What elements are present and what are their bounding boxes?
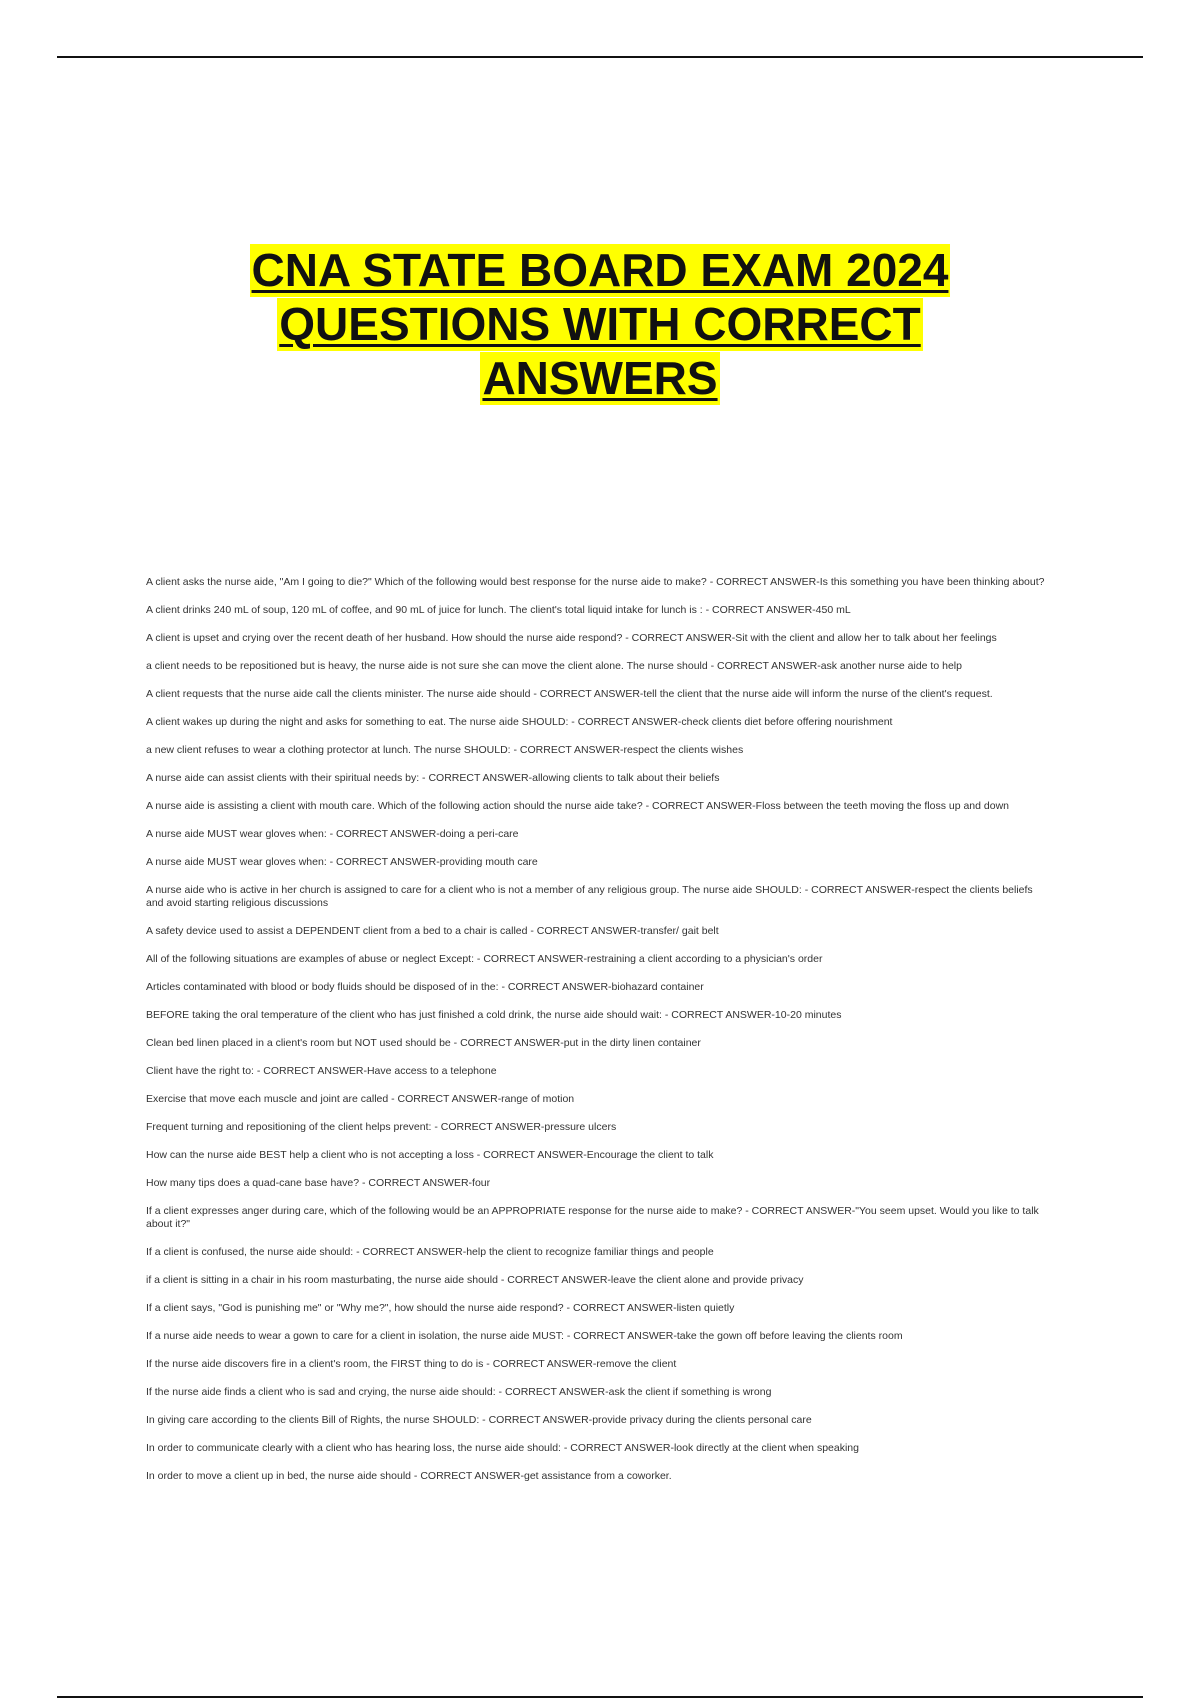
qa-item: If a client is confused, the nurse aide should: - CORRECT ANSWER-help the client to recognize familiar things and people: [146, 1246, 714, 1258]
qa-item: if a client is sitting in a chair in his room masturbating, the nurse aide should - CORRECT ANSWER-leave the client alone and provide privacy: [146, 1274, 804, 1286]
qa-item: a client needs to be repositioned but is heavy, the nurse aide is not sure she can move the client alone. The nurse should - CORRECT ANSWER-ask another nurse aide to help: [146, 660, 962, 672]
qa-item: BEFORE taking the oral temperature of the client who has just finished a cold drink, the nurse aide should wait: - CORRECT ANSWER-10-20 minutes: [146, 1009, 842, 1021]
qa-item: Articles contaminated with blood or body fluids should be disposed of in the: - CORRECT ANSWER-biohazard container: [146, 981, 704, 993]
qa-item: Client have the right to: - CORRECT ANSWER-Have access to a telephone: [146, 1065, 497, 1077]
qa-item: A safety device used to assist a DEPENDENT client from a bed to a chair is called - CORRECT ANSWER-transfer/ gait belt: [146, 925, 719, 937]
qa-item: A nurse aide who is active in her church is assigned to care for a client who is not a member of any religious group. The nurse aide SHOULD: - CORRECT ANSWER-respect the clients beliefs and avoid starting religious discussions: [146, 884, 1033, 909]
title-line-2: QUESTIONS WITH CORRECT: [279, 298, 921, 350]
qa-item: Exercise that move each muscle and joint are called - CORRECT ANSWER-range of motion: [146, 1093, 575, 1105]
qa-item: A nurse aide MUST wear gloves when: - CORRECT ANSWER-providing mouth care: [146, 856, 538, 868]
qa-item: A client wakes up during the night and asks for something to eat. The nurse aide SHOULD: - CORRECT ANSWER-check clients diet before offering nourishment: [146, 716, 893, 728]
title-line-3: ANSWERS: [482, 352, 718, 404]
qa-item: A client is upset and crying over the recent death of her husband. How should the nurse aide respond? - CORRECT ANSWER-Sit with the client and allow her to talk about her feelings: [146, 632, 997, 644]
top-divider: [57, 56, 1143, 58]
qa-item: How can the nurse aide BEST help a client who is not accepting a loss - CORRECT ANSWER-Encourage the client to talk: [146, 1149, 714, 1161]
qa-item: a new client refuses to wear a clothing protector at lunch. The nurse SHOULD: - CORRECT ANSWER-respect the clients wishes: [146, 744, 744, 756]
qa-item: If a nurse aide needs to wear a gown to care for a client in isolation, the nurse aide MUST: - CORRECT ANSWER-take the gown off before leaving the clients room: [146, 1330, 903, 1342]
document-title: [100, 244, 1100, 406]
qa-item: If a client expresses anger during care, which of the following would be an APPROPRIATE response for the nurse aide to make? - CORRECT ANSWER-"You seem upset. Would you like to talk about it?": [146, 1205, 1039, 1230]
title-line-1: CNA STATE BOARD EXAM 2024: [251, 244, 949, 296]
qa-item: If a client says, "God is punishing me" or "Why me?", how should the nurse aide respond? - CORRECT ANSWER-listen quietly: [146, 1302, 735, 1314]
qa-item: Frequent turning and repositioning of the client helps prevent: - CORRECT ANSWER-pressure ulcers: [146, 1121, 617, 1133]
bottom-divider: [57, 1696, 1143, 1698]
question-answer-list: [146, 576, 1051, 1498]
qa-item: A nurse aide is assisting a client with mouth care. Which of the following action should the nurse aide take? - CORRECT ANSWER-Floss between the teeth moving the floss up and down: [146, 800, 1009, 812]
qa-item: A client requests that the nurse aide call the clients minister. The nurse aide should - CORRECT ANSWER-tell the client that the nurse aide will inform the nurse of the client's request.: [146, 688, 993, 700]
qa-item: If the nurse aide discovers fire in a client's room, the FIRST thing to do is - CORRECT ANSWER-remove the client: [146, 1358, 677, 1370]
qa-item: If the nurse aide finds a client who is sad and crying, the nurse aide should: - CORRECT ANSWER-ask the client if something is wrong: [146, 1386, 772, 1398]
qa-item: A nurse aide MUST wear gloves when: - CORRECT ANSWER-doing a peri-care: [146, 828, 519, 840]
qa-item: In order to communicate clearly with a client who has hearing loss, the nurse aide should: - CORRECT ANSWER-look directly at the client when speaking: [146, 1442, 859, 1454]
qa-item: How many tips does a quad-cane base have? - CORRECT ANSWER-four: [146, 1177, 491, 1189]
qa-item: A client asks the nurse aide, "Am I going to die?" Which of the following would best response for the nurse aide to make? - CORRECT ANSWER-Is this something you have been thinking about?: [146, 576, 1045, 588]
qa-item: A nurse aide can assist clients with their spiritual needs by: - CORRECT ANSWER-allowing clients to talk about their beliefs: [146, 772, 720, 784]
qa-item: In order to move a client up in bed, the nurse aide should - CORRECT ANSWER-get assistance from a coworker.: [146, 1470, 672, 1482]
qa-item: Clean bed linen placed in a client's room but NOT used should be - CORRECT ANSWER-put in the dirty linen container: [146, 1037, 701, 1049]
qa-item: A client drinks 240 mL of soup, 120 mL of coffee, and 90 mL of juice for lunch. The client's total liquid intake for lunch is : - CORRECT ANSWER-450 mL: [146, 604, 851, 616]
qa-item: In giving care according to the clients Bill of Rights, the nurse SHOULD: - CORRECT ANSWER-provide privacy during the clients personal care: [146, 1414, 812, 1426]
qa-item: All of the following situations are examples of abuse or neglect Except: - CORRECT ANSWER-restraining a client according to a physician's order: [146, 953, 823, 965]
